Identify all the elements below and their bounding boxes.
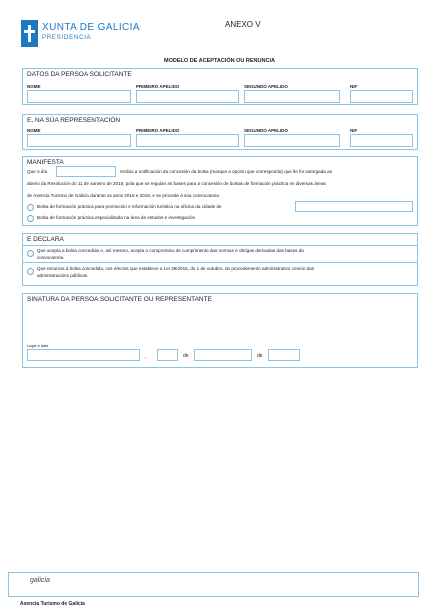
footer-box (8, 572, 419, 597)
renounce-text-line2: administracións públicas. (37, 273, 89, 278)
manifesta-line2: abeiro da Resolución do 11 de xaneiro de 2018, pola que se regulan as bases para a concesión de bolsas de formación práctica en diversas áreas (27, 181, 326, 186)
representative-first-surname-input[interactable] (136, 134, 239, 147)
notification-date-input[interactable] (56, 166, 116, 177)
promotion-scholarship-radio[interactable] (27, 204, 34, 211)
manifesta-line3: de Axencia Turismo de Galicia durante os anos 2018 e 2019, e se procede á súa convocatoria. (27, 193, 221, 198)
accept-text-line1: Que acepta a bolsa concedida e, así mesmo, acepta o compromiso de cumprimento das normas e obrigas derivadas das bases da (37, 248, 304, 253)
renounce-radio[interactable] (27, 268, 34, 275)
applicant-nif-label: NIF (350, 84, 358, 89)
promotion-scholarship-label: Bolsa de formación práctica para promoción e información turística na oficina da cidade de (37, 204, 222, 209)
year-input[interactable] (268, 349, 300, 361)
applicant-second-surname-label: SEGUNDO APELIDO (244, 84, 288, 89)
de-separator-1: de (183, 353, 189, 359)
applicant-first-surname-label: PRIMEIRO APELIDO (136, 84, 180, 89)
accept-radio[interactable] (27, 250, 34, 257)
footer-agency-name: Axencia Turismo de Galicia (20, 601, 85, 607)
declara-section (22, 233, 418, 286)
manifesta-line1: recibiu a notificación da concesión da bolsa (marque a opción que corresponda) que lle foi outorgada ao (120, 169, 333, 174)
applicant-name-input[interactable] (27, 90, 131, 103)
applicant-name-label: NOME (27, 84, 41, 89)
month-input[interactable] (194, 349, 252, 361)
research-scholarship-radio[interactable] (27, 215, 34, 222)
galicia-logo: galicia (30, 577, 50, 584)
place-input[interactable] (27, 349, 140, 361)
declara-divider-middle (23, 262, 417, 263)
document-title: MODELO DE ACEPTACIÓN OU RENUNCIA (164, 58, 275, 64)
representative-second-surname-input[interactable] (244, 134, 340, 147)
applicant-heading: DATOS DA PERSOA SOLICITANTE (27, 71, 132, 78)
representative-nif-input[interactable] (350, 134, 413, 147)
applicant-section (22, 68, 418, 105)
manifesta-heading: MANIFESTA (27, 159, 64, 166)
research-scholarship-label: Bolsa de formación práctica especializada na área de estudos e investigación (37, 215, 196, 220)
applicant-first-surname-input[interactable] (136, 90, 239, 103)
city-input[interactable] (295, 201, 413, 212)
xunta-logo-icon (21, 20, 38, 47)
annex-label: ANEXO V (225, 20, 261, 29)
applicant-second-surname-input[interactable] (244, 90, 340, 103)
representative-second-surname-label: SEGUNDO APELIDO (244, 128, 288, 133)
place-date-label: Lugar e data (27, 344, 49, 348)
applicant-nif-input[interactable] (350, 90, 413, 103)
comma-separator: , (145, 354, 147, 360)
de-separator-2: de (257, 353, 263, 359)
representative-nif-label: NIF (350, 128, 358, 133)
signature-heading: SINATURA DA PERSOA SOLICITANTE OU REPRESENTANTE (27, 296, 212, 303)
representative-section (22, 114, 418, 150)
manifesta-section (22, 156, 418, 226)
representative-name-label: NOME (27, 128, 41, 133)
signature-section (22, 293, 418, 368)
representative-heading: E, NA SÚA REPRESENTACIÓN (27, 117, 121, 124)
representative-name-input[interactable] (27, 134, 131, 147)
declara-heading: E DECLARA (27, 236, 64, 243)
logo-subtitle: PRESIDENCIA (42, 35, 92, 41)
manifesta-prefix: Que o día (27, 169, 48, 174)
representative-first-surname-label: PRIMEIRO APELIDO (136, 128, 180, 133)
accept-text-line2: convocatoria. (37, 255, 65, 260)
day-input[interactable] (157, 349, 178, 361)
logo-title: XUNTA DE GALICIA (42, 22, 140, 33)
renounce-text-line1: Que renuncia á bolsa concedida, cos efectos que establece a Lei 39/2015, do 1 de outubro, do procedemento administrativo común das (37, 266, 315, 271)
